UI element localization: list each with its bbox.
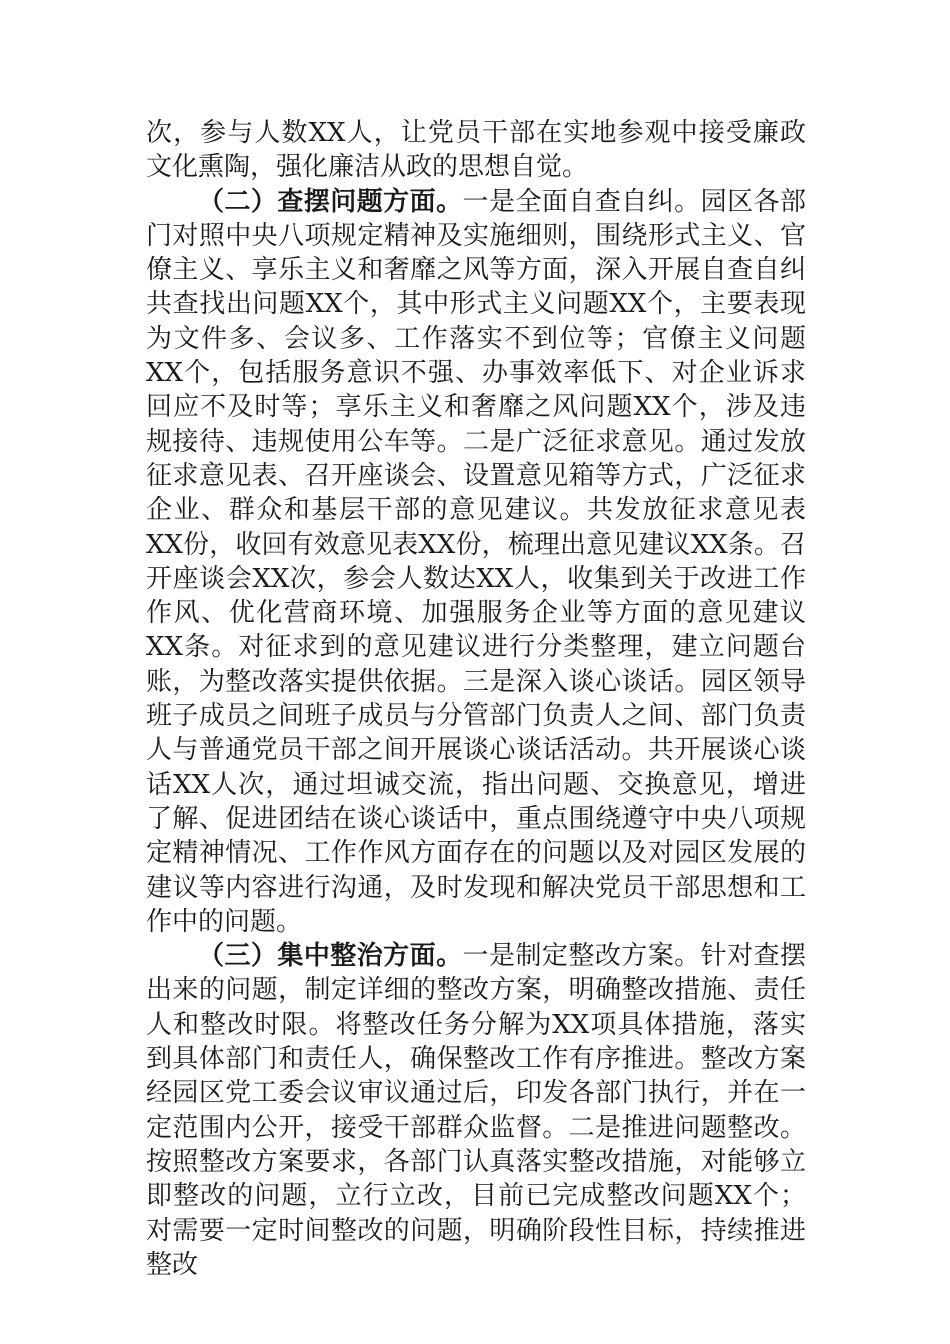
paragraph-problem-review <box>146 185 806 940</box>
paragraph-text: 一是全面自查自纠。园区各部门对照中央八项规定精神及实施细则，围绕形式主义、官僚主义、享乐主义和奢靡之风等方面，深入开展自查自纠共查找出问题XX个，其中形式主义问题XX个，主要表现为文件多、会议多、工作落实不到位等；官僚主义问题XX个，包括服务意识不强、办事效率低下、对企业诉求回应不及时等；享乐主义和奢靡之风问题XX个，涉及违规接待、违规使用公车等。二是广泛征求意见。通过发放征求意见表、召开座谈会、设置意见箱等方式，广泛征求企业、群众和基层干部的意见建议。共发放征求意见表XX份，收回有效意见表XX份，梳理出意见建议XX条。召开座谈会XX次，参会人数达XX人，收集到关于改进工作作风、优化营商环境、加强服务企业等方面的意见建议XX条。对征求到的意见建议进行分类整理，建立问题台账，为整改落实提供依据。三是深入谈心谈话。园区领导班子成员之间班子成员与分管部门负责人之间、部门负责人与普通党员干部之间开展谈心谈话活动。共开展谈心谈话XX人次，通过坦诚交流，指出问题、交换意见，增进了解、促进团结在谈心谈话中，重点围绕遵守中央八项规定精神情况、工作作风方面存在的问题以及对园区发展的建议等内容进行沟通，及时发现和解决党员干部思想和工作中的问题。 <box>146 186 806 937</box>
paragraph-text: 次，参与人数XX人，让党员干部在实地参观中接受廉政文化熏陶，强化廉洁从政的思想自觉。 <box>146 118 806 183</box>
paragraph-continuation <box>146 116 806 185</box>
section-heading: （三）集中整治方面。 <box>198 941 463 972</box>
section-heading: （二）查摆问题方面。 <box>198 186 463 217</box>
paragraph-text: 一是制定整改方案。针对查摆出来的问题，制定详细的整改方案，明确整改措施、责任人和整改时限。将整改任务分解为XX项具体措施，落实到具体部门和责任人，确保整改工作有序推进。整改方案经园区党工委会议审议通过后，印发各部门执行，并在一定范围内公开，接受干部群众监督。二是推进问题整改。按照整改方案要求，各部门认真落实整改措施，对能够立即整改的问题，立行立改，目前已完成整改问题XX个；对需要一定时间整改的问题，明确阶段性目标，持续推进整改 <box>146 941 806 1280</box>
paragraph-rectification <box>146 939 806 1282</box>
document-body <box>146 116 806 1282</box>
